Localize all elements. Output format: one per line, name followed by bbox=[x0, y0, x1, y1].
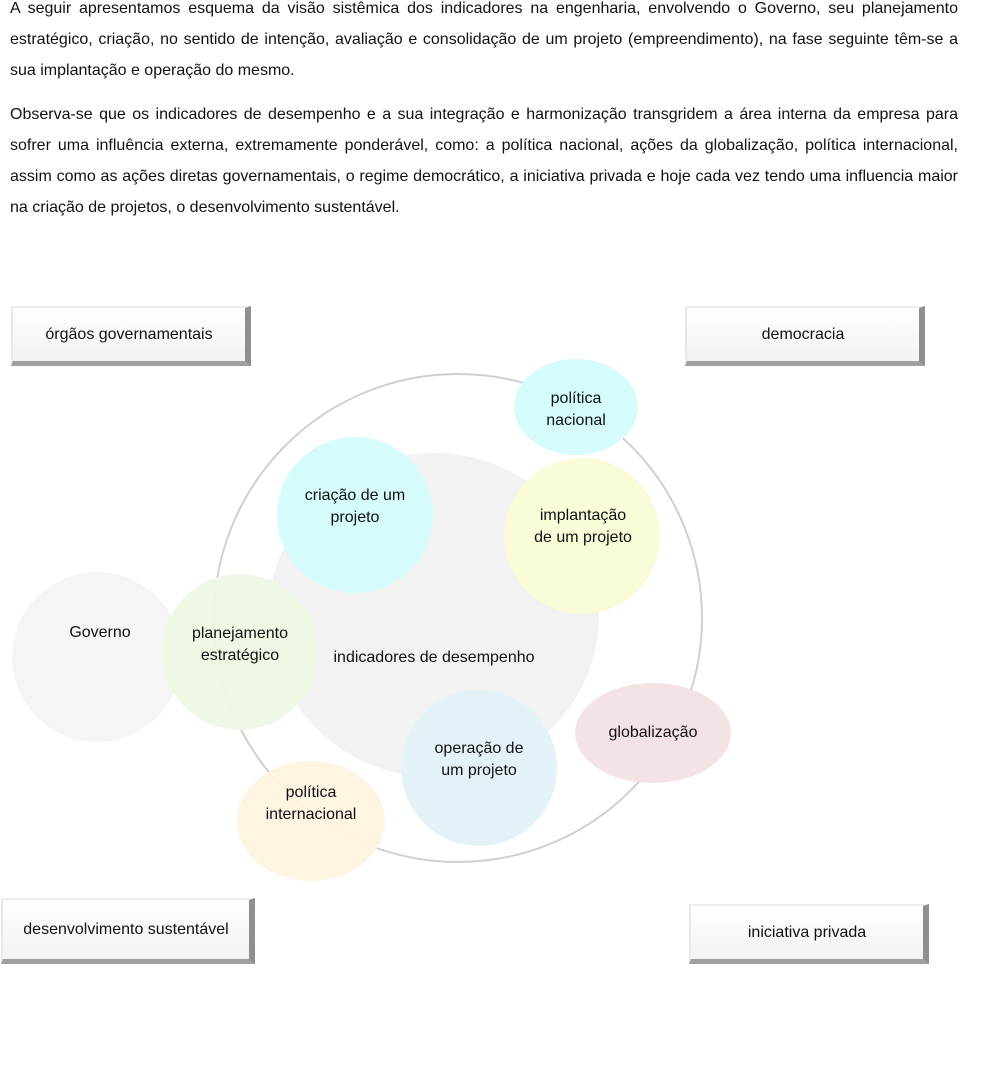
label-implantacao: implantação de um projeto bbox=[534, 507, 632, 546]
label-operacao: operação de um projeto bbox=[434, 740, 524, 779]
box-desenvolvimento-sustentavel: desenvolvimento sustentável bbox=[1, 898, 255, 964]
label-planejamento: planejamento estratégico bbox=[191, 625, 289, 664]
circle-governo bbox=[12, 572, 182, 742]
label-governo: Governo bbox=[69, 624, 131, 641]
paragraph-observation: Observa-se que os indicadores de desempenho e a sua integração e harmonização transgridem a área interna da empresa para sofrer uma influência externa, extremamente ponderável, como: a política nacional, ações da globalização, política internacional, assim como as ações diretas governamentais, o regime democrático, a iniciativa privada e hoje cada vez tendo uma influencia maior na criação de projetos, o desenvolvimento sustentável. bbox=[10, 106, 958, 216]
paragraph-intro: A seguir apresentamos esquema da visão sistêmica dos indicadores na engenharia, envolvendo o Governo, seu planejamento estratégico, criação, no sentido de intenção, avaliação e consolidação de um projeto (empreendimento), na fase seguinte têm-se a sua implantação e operação do mesmo. bbox=[10, 0, 958, 79]
label-globalizacao: globalização bbox=[608, 724, 698, 741]
label-politica-internacional: política internacional bbox=[265, 784, 357, 823]
box-democracia: democracia bbox=[685, 306, 925, 366]
label-criacao: criação de um projeto bbox=[304, 487, 406, 526]
box-iniciativa-privada: iniciativa privada bbox=[689, 904, 929, 964]
box-orgaos-governamentais: órgãos governamentais bbox=[11, 306, 251, 366]
label-politica-nacional: política nacional bbox=[546, 390, 606, 429]
label-indicadores: indicadores de desempenho bbox=[333, 649, 535, 666]
